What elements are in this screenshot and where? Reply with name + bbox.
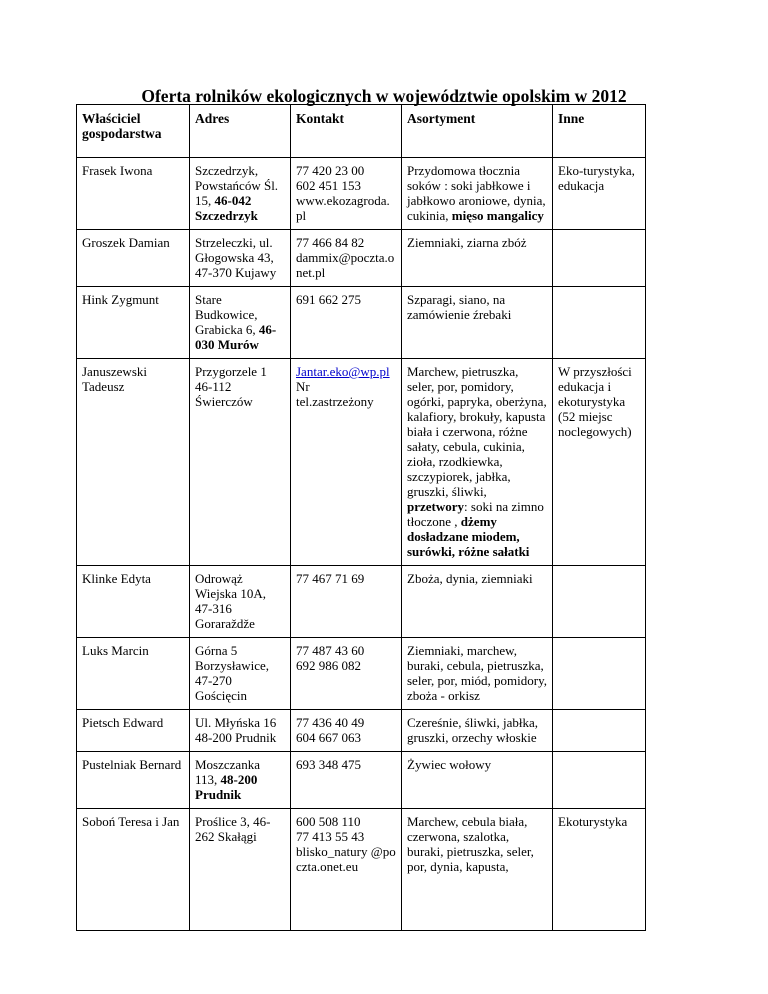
owner-cell: Luks Marcin (77, 638, 190, 710)
bold-text: mięso mangalicy (451, 208, 544, 223)
owner-cell: Hink Zygmunt (77, 287, 190, 359)
address-cell (190, 710, 291, 752)
address-cell (190, 566, 291, 638)
contact-cell (291, 158, 402, 230)
address-cell (190, 752, 291, 809)
other-cell (553, 710, 646, 752)
cell-text: 77 466 84 82 (296, 235, 365, 250)
cell-text: Stare Budkowice, Grabicka 6, (195, 292, 259, 337)
other-cell (553, 752, 646, 809)
cell-text: : soki na zimno tłoczone , (407, 499, 544, 529)
table-row (77, 359, 646, 566)
cell-text: Szczedrzyk, Powstańców Śl. 15, (195, 163, 279, 208)
bold-text: dżemy dosładzane miodem, surówki, różne sałatki (407, 514, 530, 559)
cell-text: Czereśnie, śliwki, jabłka, gruszki, orzechy włoskie (407, 715, 539, 745)
bold-text: przetwory (407, 499, 465, 514)
table-row (77, 638, 646, 710)
contact-cell (291, 809, 402, 931)
column-header-other: Inne (553, 105, 646, 158)
column-header-assortment: Asortyment (402, 105, 553, 158)
cell-text: 602 451 153 (296, 178, 361, 193)
bold-text: 48-200 Prudnik (195, 772, 258, 802)
other-cell: W przyszłości edukacja i ekoturystyka (52 miejsc noclegowych) (553, 359, 646, 566)
assortment-cell (402, 809, 553, 931)
assortment-cell (402, 158, 553, 230)
farmers-table (76, 104, 646, 931)
contact-cell (291, 752, 402, 809)
cell-text: 691 662 275 (296, 292, 361, 307)
table-row (77, 710, 646, 752)
cell-text: 77 420 23 00 (296, 163, 365, 178)
other-cell (553, 638, 646, 710)
cell-text: Strzeleczki, ul. Głogowska 43, 47-370 Kujawy (195, 235, 277, 280)
owner-cell: Frasek Iwona (77, 158, 190, 230)
owner-cell: Klinke Edyta (77, 566, 190, 638)
other-cell (553, 287, 646, 359)
cell-text: 692 986 082 (296, 658, 361, 673)
column-header-owner: Właściciel gospodarstwa (77, 105, 190, 158)
cell-text: Ziemniaki, marchew, buraki, cebula, pietruszka, seler, por, miód, pomidory, zboża - orkisz (407, 643, 548, 703)
cell-text: 600 508 110 (296, 814, 361, 829)
cell-text: Zboża, dynia, ziemniaki (407, 571, 533, 586)
email-link[interactable]: Jantar.eko@wp.pl (296, 364, 390, 379)
assortment-cell (402, 566, 553, 638)
table-row (77, 158, 646, 230)
other-cell (553, 566, 646, 638)
cell-text: 693 348 475 (296, 757, 361, 772)
column-header-address: Adres (190, 105, 291, 158)
contact-cell (291, 230, 402, 287)
owner-cell: Pustelniak Bernard (77, 752, 190, 809)
bold-text: 46-030 Murów (195, 322, 277, 352)
owner-cell: Soboń Teresa i Jan (77, 809, 190, 931)
other-cell: Eko-turystyka, edukacja (553, 158, 646, 230)
cell-text: Proślice 3, 46-262 Skałągi (195, 814, 271, 844)
cell-text: Ziemniaki, ziarna zbóż (407, 235, 527, 250)
cell-text: dammix@poczta.onet.pl (296, 250, 395, 280)
cell-text: blisko_natury @poczta.onet.eu (296, 844, 396, 874)
table-row (77, 287, 646, 359)
cell-text: 77 436 40 49 (296, 715, 365, 730)
cell-text: Moszczanka 113, (195, 757, 260, 787)
table-body (77, 158, 646, 931)
cell-text: 46-112 (195, 379, 232, 394)
assortment-cell (402, 710, 553, 752)
cell-text: Ul. Młyńska 16 48-200 Prudnik (195, 715, 277, 745)
contact-cell (291, 566, 402, 638)
cell-text: Przydomowa tłocznia soków : soki jabłkowe i jabłkowo aroniowe, dynia, cukinia, (407, 163, 546, 223)
owner-cell: Pietsch Edward (77, 710, 190, 752)
cell-text: Świerczów (195, 394, 253, 409)
cell-text: Marchew, cebula biała, czerwona, szalotka, buraki, pietruszka, seler, por, dynia, kapusta, (407, 814, 534, 874)
owner-cell: Groszek Damian (77, 230, 190, 287)
contact-cell (291, 359, 402, 566)
column-header-contact: Kontakt (291, 105, 402, 158)
contact-cell (291, 710, 402, 752)
cell-text: Marchew, pietruszka, seler, por, pomidory, ogórki, papryka, oberżyna, kalafiory, brokuły, kapusta biała i czerwona, różne sałaty, cebula, cukinia, zioła, rzodkiewka, szczypiorek, jabłka, gruszki, śliwki, (407, 364, 547, 499)
page-title: Oferta rolników ekologicznych w województwie opolskim w 2012 (141, 86, 627, 106)
address-cell (190, 287, 291, 359)
table-row (77, 566, 646, 638)
cell-text: Przygorzele 1 (195, 364, 267, 379)
address-cell (190, 230, 291, 287)
cell-text: 77 487 43 60 (296, 643, 365, 658)
assortment-cell (402, 638, 553, 710)
cell-text: Nr (296, 379, 310, 394)
cell-text: Żywiec wołowy (407, 757, 492, 772)
table-row (77, 809, 646, 931)
table-row (77, 752, 646, 809)
cell-text: Górna 5 Borzysławice, 47-270 Gościęcin (195, 643, 270, 703)
assortment-cell (402, 230, 553, 287)
contact-cell (291, 638, 402, 710)
other-cell (553, 230, 646, 287)
other-cell: Ekoturystyka (553, 809, 646, 931)
cell-text: 77 467 71 69 (296, 571, 365, 586)
cell-text: www.ekozagroda.pl (296, 193, 390, 223)
cell-text: Odrowąż Wiejska 10A, 47-316 Goraraždže (195, 571, 266, 631)
address-cell (190, 638, 291, 710)
assortment-cell (402, 287, 553, 359)
contact-cell (291, 287, 402, 359)
owner-cell: Januszewski Tadeusz (77, 359, 190, 566)
cell-text: 77 413 55 43 (296, 829, 365, 844)
assortment-cell (402, 359, 553, 566)
assortment-cell (402, 752, 553, 809)
bold-text: 46-042 Szczedrzyk (195, 193, 258, 223)
cell-text: Szparagi, siano, na zamówienie źrebaki (407, 292, 512, 322)
table-header-row (77, 105, 646, 158)
table-row (77, 230, 646, 287)
cell-text: 604 667 063 (296, 730, 361, 745)
cell-text: tel.zastrzeżony (296, 394, 374, 409)
address-cell (190, 359, 291, 566)
address-cell (190, 158, 291, 230)
address-cell (190, 809, 291, 931)
